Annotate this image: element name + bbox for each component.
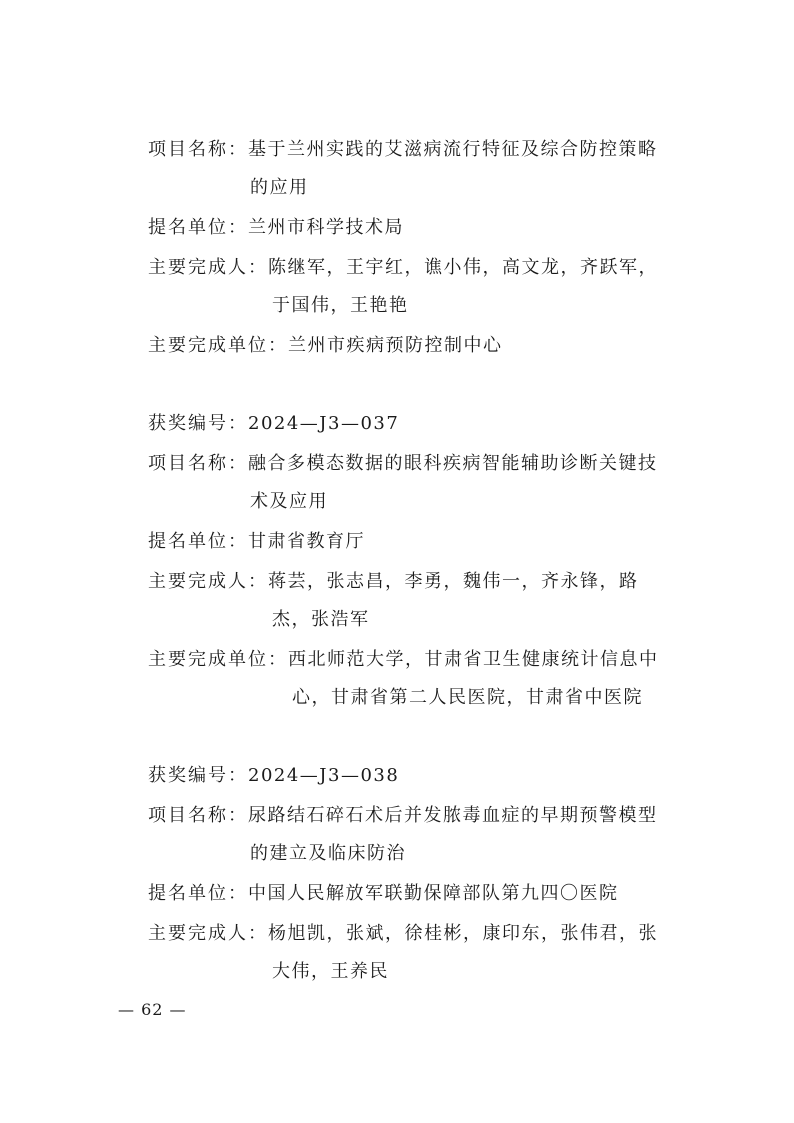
nominator-label: 提名单位： — [148, 531, 248, 552]
project-name-label: 项目名称： — [148, 139, 248, 160]
award-id-value: 2024—J3—038 — [248, 765, 400, 786]
main-persons-label: 主要完成人： — [148, 571, 268, 592]
main-persons-continuation: 于国伟，王艳艳 — [272, 295, 409, 316]
main-units-continuation: 心，甘肃省第二人民医院，甘肃省中医院 — [292, 687, 643, 708]
main-persons-continuation: 大伟，王养民 — [272, 961, 389, 982]
main-units-row — [148, 334, 503, 358]
main-persons-value: 蒋芸，张志昌，李勇，魏伟一，齐永锋，路 — [268, 571, 639, 592]
main-persons-row — [148, 570, 639, 594]
main-units-label: 主要完成单位： — [148, 335, 288, 356]
nominator-row — [148, 216, 404, 240]
nominator-value: 兰州市科学技术局 — [248, 217, 404, 238]
project-name-continuation: 的建立及临床防治 — [250, 843, 406, 864]
project-name-row — [148, 804, 658, 828]
main-units-row — [148, 648, 659, 672]
project-name-value: 尿路结石碎石术后并发脓毒血症的早期预警模型 — [248, 805, 658, 826]
nominator-value: 甘肃省教育厅 — [248, 531, 365, 552]
main-persons-value: 陈继军，王宇红，谯小伟，高文龙，齐跃军， — [268, 257, 658, 278]
project-name-label: 项目名称： — [148, 453, 248, 474]
nominator-label: 提名单位： — [148, 217, 248, 238]
nominator-row — [148, 882, 619, 906]
main-units-value: 兰州市疾病预防控制中心 — [288, 335, 503, 356]
project-name-row — [148, 138, 658, 162]
project-name-row — [148, 452, 658, 476]
award-id-value: 2024—J3—037 — [248, 413, 400, 434]
project-name-value: 基于兰州实践的艾滋病流行特征及综合防控策略 — [248, 139, 658, 160]
project-name-continuation: 术及应用 — [250, 491, 328, 512]
nominator-label: 提名单位： — [148, 883, 248, 904]
award-id-label: 获奖编号： — [148, 413, 248, 434]
page-number: — 62 — — [118, 1000, 187, 1019]
main-persons-label: 主要完成人： — [148, 923, 268, 944]
main-persons-continuation: 杰，张浩军 — [272, 609, 370, 630]
main-persons-label: 主要完成人： — [148, 257, 268, 278]
award-id-row — [148, 764, 399, 788]
nominator-row — [148, 530, 365, 554]
main-persons-value: 杨旭凯，张斌，徐桂彬，康印东，张伟君，张 — [268, 923, 658, 944]
main-units-label: 主要完成单位： — [148, 649, 288, 670]
award-id-label: 获奖编号： — [148, 765, 248, 786]
nominator-value: 中国人民解放军联勤保障部队第九四〇医院 — [248, 883, 619, 904]
main-persons-row — [148, 256, 658, 280]
main-units-value: 西北师范大学，甘肃省卫生健康统计信息中 — [288, 649, 659, 670]
project-name-value: 融合多模态数据的眼科疾病智能辅助诊断关键技 — [248, 453, 658, 474]
project-name-continuation: 的应用 — [250, 177, 309, 198]
main-persons-row — [148, 922, 658, 946]
project-name-label: 项目名称： — [148, 805, 248, 826]
award-id-row — [148, 412, 399, 436]
